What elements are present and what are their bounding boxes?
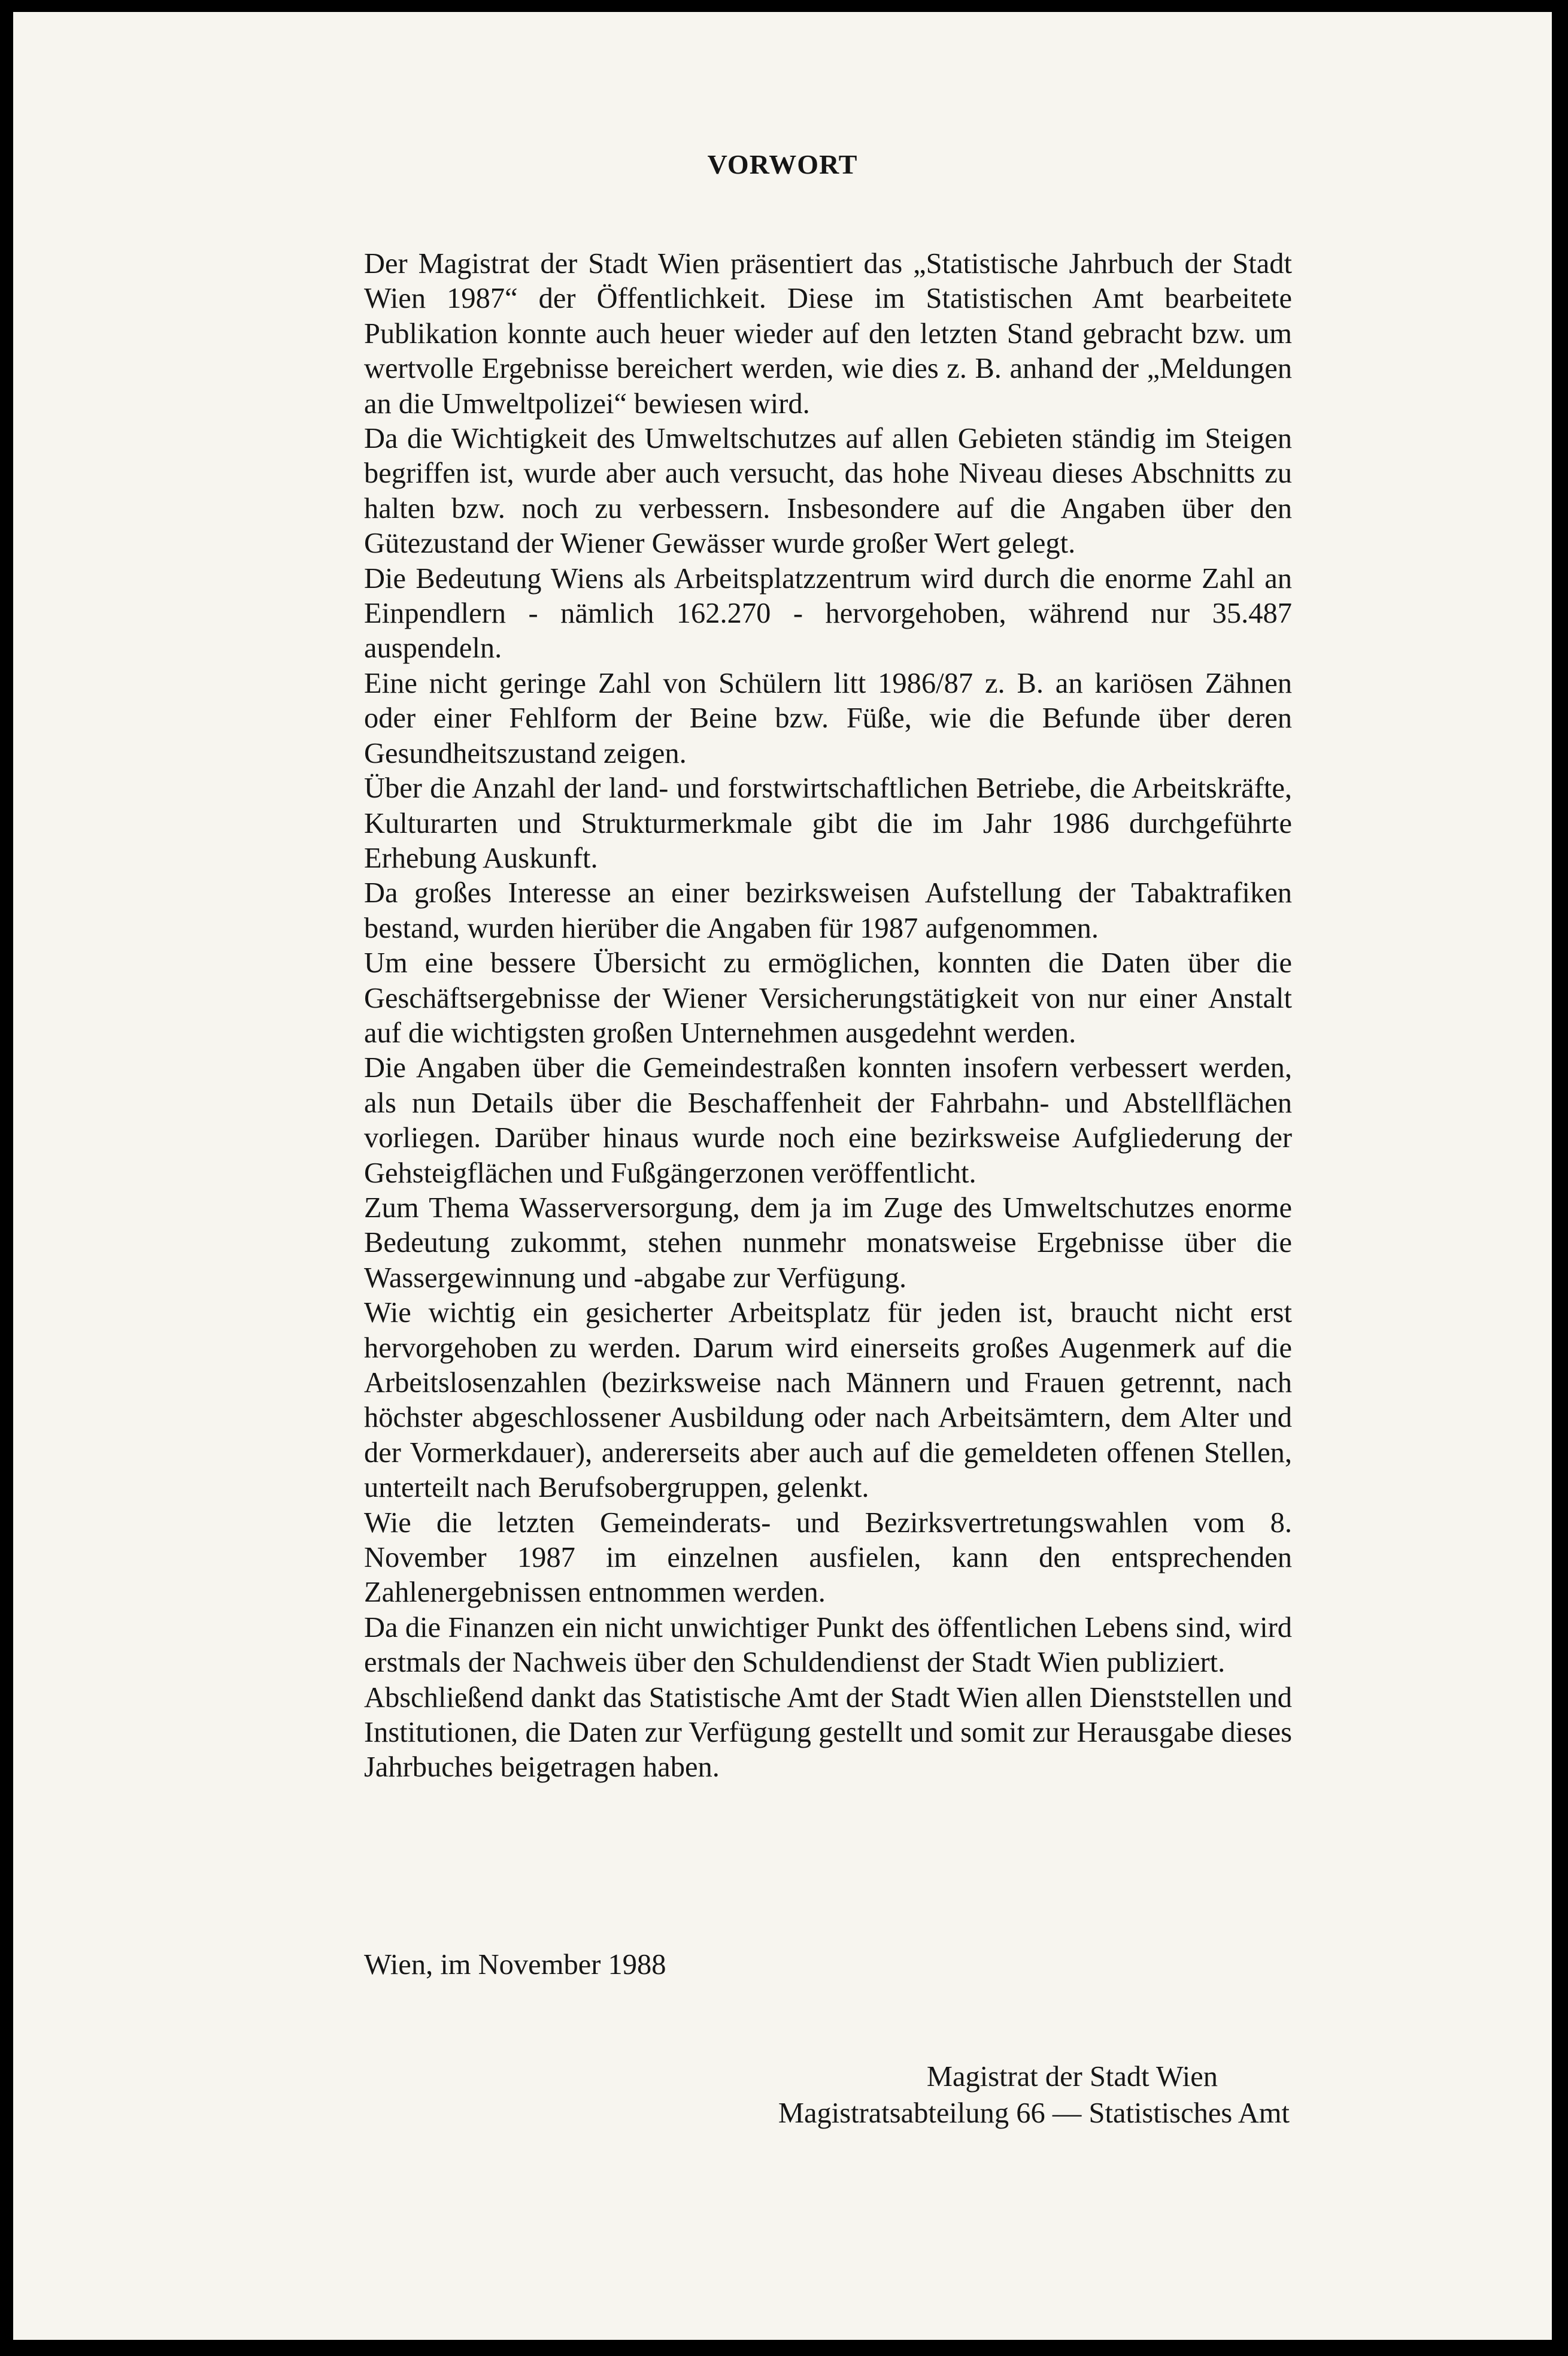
paragraph-2: Da die Wichtigkeit des Umweltschutzes auf allen Gebieten ständig im Steigen begriffen ist, wurde aber auch versucht, das hohe Niveau dieses Abschnitts zu halten bzw. noch zu verbessern. Insbesondere auf die Angaben über den Gütezustand der Wiener Gewässer wurde großer Wert gelegt. xyxy=(364,423,1292,560)
paragraph-10: Wie wichtig ein gesicherter Arbeitsplatz für jeden ist, braucht nicht erst hervorgehoben zu werden. Darum wird einerseits großes Augenmerk auf die Arbeitslosenzahlen (bezirksweise nach Männern und Frauen getrennt, nach höchster abgeschlossener Ausbildung oder nach Arbeitsämtern, dem Alter und der Vormerkdauer), andererseits aber auch auf die gemeldeten offenen Stellen, unterteilt nach Berufsobergruppen, gelenkt. xyxy=(364,1297,1292,1504)
paper-sheet xyxy=(13,12,1552,2340)
paragraph-1: Der Magistrat der Stadt Wien präsentiert das „Statistische Jahrbuch der Stadt Wien 1987“ der Öffentlichkeit. Diese im Statistischen Amt bearbeitete Publikation konnte auch heuer wieder auf den letzten Stand gebracht bzw. um wertvolle Ergebnisse bereichert werden, wie dies z. B. anhand der „Meldungen an die Umweltpolizei“ bewiesen wird. xyxy=(364,248,1292,420)
paragraph-9: Zum Thema Wasserversorgung, dem ja im Zuge des Umweltschutzes enorme Bedeutung zukommt, stehen nunmehr monatsweise Ergebnisse über die Wassergewinnung und -abgabe zur Verfügung. xyxy=(364,1191,1292,1294)
paragraph-4: Eine nicht geringe Zahl von Schülern litt 1986/87 z. B. an kariösen Zähnen oder einer Fehlform der Beine bzw. Füße, wie die Befunde über deren Gesundheitszustand zeigen. xyxy=(364,667,1292,769)
signature-department: Magistratsabteilung 66 — Statistisches Amt xyxy=(778,2097,1290,2129)
place-date-line: Wien, im November 1988 xyxy=(364,1949,666,1981)
paragraph-13: Abschließend dankt das Statistische Amt der Stadt Wien allen Dienststellen und Institutionen, die Daten zur Verfügung gestellt und somit zur Herausgabe dieses Jahrbuches beigetragen haben. xyxy=(364,1681,1292,1784)
paragraph-7: Um eine bessere Übersicht zu ermöglichen, konnten die Daten über die Geschäftsergebnisse der Wiener Versicherungstätigkeit von nur einer Anstalt auf die wichtigsten großen Unternehmen ausgedehnt werden. xyxy=(364,947,1292,1049)
paragraph-5: Über die Anzahl der land- und forstwirtschaftlichen Betriebe, die Arbeitskräfte, Kulturarten und Strukturmerkmale gibt die im Jahr 1986 durchgeführte Erhebung Auskunft. xyxy=(364,772,1292,874)
paragraph-6: Da großes Interesse an einer bezirksweisen Aufstellung der Tabaktrafiken bestand, wurden hierüber die Angaben für 1987 aufgenommen. xyxy=(364,877,1292,944)
paragraph-8: Die Angaben über die Gemeindestraßen konnten insofern verbessert werden, als nun Details über die Beschaffenheit der Fahrbahn- und Abstellflächen vorliegen. Darüber hinaus wurde noch eine bezirksweise Aufgliederung der Gehsteigflächen und Fußgängerzonen veröffentlicht. xyxy=(364,1052,1292,1189)
paragraph-11: Wie die letzten Gemeinderats- und Bezirksvertretungswahlen vom 8. November 1987 im einzelnen ausfielen, kann den entsprechenden Zahlenergebnissen entnommen werden. xyxy=(364,1506,1292,1609)
signature-block xyxy=(364,2058,1290,2131)
paragraph-3: Die Bedeutung Wiens als Arbeitsplatzzentrum wird durch die enorme Zahl an Einpendlern - nämlich 162.270 - hervorgehoben, während nur 35.487 auspendeln. xyxy=(364,562,1292,665)
signature-organization: Magistrat der Stadt Wien xyxy=(926,2061,1218,2093)
paragraph-12: Da die Finanzen ein nicht unwichtiger Punkt des öffentlichen Lebens sind, wird erstmals der Nachweis über den Schuldendienst der Stadt Wien publiziert. xyxy=(364,1611,1292,1679)
document-title: VORWORT xyxy=(707,149,858,180)
preface-body xyxy=(364,247,1292,1785)
